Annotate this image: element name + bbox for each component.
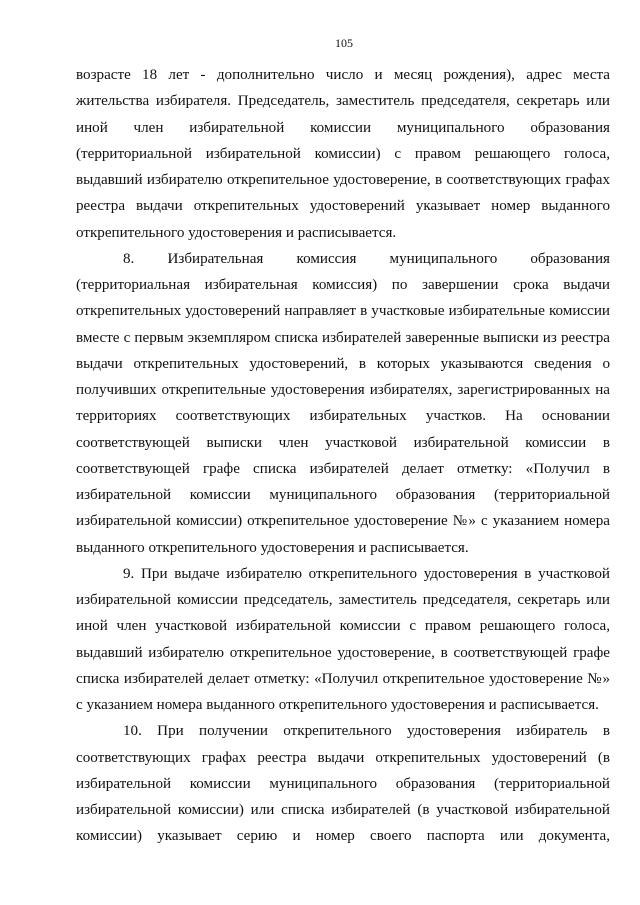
page-number: 105 xyxy=(335,36,353,50)
paragraph-item-10: 10. При получении открепительного удостоверения избиратель в соответствующих графах реестра выдачи открепительных удостоверений (в избирательной комиссии муниципального образования (территориальной избирательной комиссии) или списка избирателей (в участковой избирательной комиссии) указывает серию и номер своего паспорта или документа, xyxy=(76,723,610,845)
body-text xyxy=(76,62,610,850)
paragraph-item-8: 8. Избирательная комиссия муниципального образования (территориальная избирательная комиссия) по завершении срока выдачи открепительных удостоверений направляет в участковые избирательные комиссии вместе с первым экземпляром списка избирателей заверенные выписки из реестра выдачи открепительных удостоверений, в которых указываются сведения о получивших открепительные удостоверения избирателях, зарегистрированных на территориях соответствующих избирательных участков. На основании соответствующей выписки член участковой избирательной комиссии в соответствующей графе списка избирателей делает отметку: «Получил в избирательной комиссии муниципального образования (территориальной избирательной комиссии) открепительное удостоверение №» с указанием номера выданного открепительного удостоверения и расписывается. xyxy=(76,250,610,556)
paragraph-continuation: возрасте 18 лет - дополнительно число и месяц рождения), адрес места жительства избирателя. Председатель, заместитель председателя, секретарь или иной член избирательной комиссии муниципального образования (территориальной избирательной комиссии) с правом решающего голоса, выдавший избирателю открепительное удостоверение, в соответствующих графах реестра выдачи открепительных удостоверений указывает номер выданного открепительного удостоверения и расписывается. xyxy=(76,67,610,241)
paragraph-item-9: 9. При выдаче избирателю открепительного удостоверения в участковой избирательной комиссии председатель, заместитель председателя, секретарь или иной член участковой избирательной комиссии с правом решающего голоса, выдавший избирателю открепительное удостоверение, в соответствующей графе списка избирателей делает отметку: «Получил открепительное удостоверение №» с указанием номера выданного открепительного удостоверения и расписывается. xyxy=(76,565,610,713)
